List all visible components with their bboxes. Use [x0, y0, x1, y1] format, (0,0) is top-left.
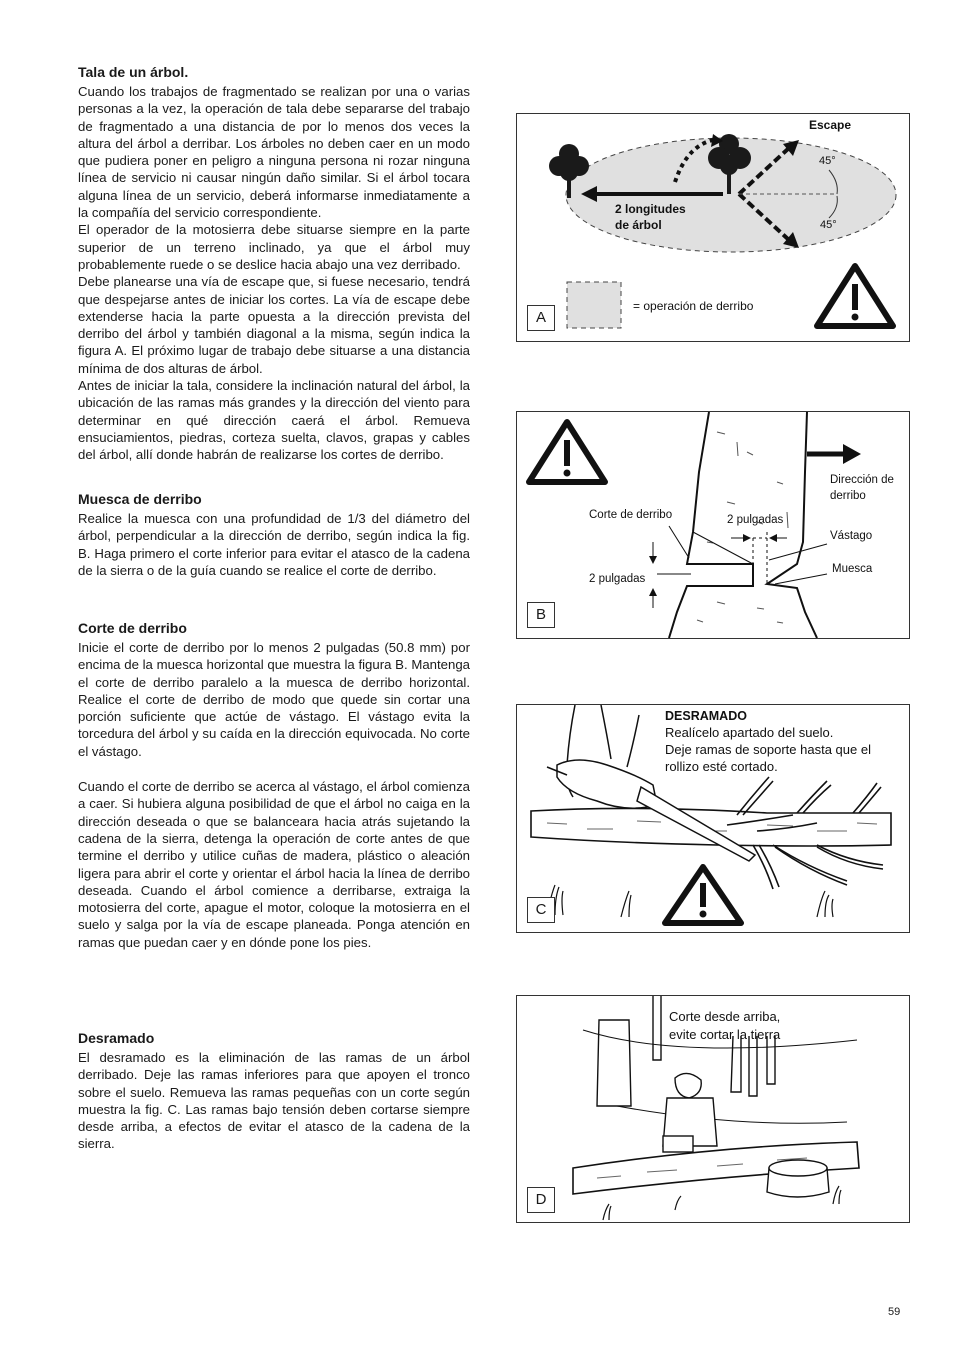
paragraph: Cuando los trabajos de fragmentado se realizan por una o varias personas a la vez, la operación de tala debe separarse del trabajo de fragmentado a una distancia de por lo menos dos veces la altura del árbol a derribar. Los árboles no deben caer en un modo que pudiera poner en peligro a ninguna persona ni rozar ninguna línea de servicio ni causar ningún daño similar. Si el árbol tocara alguna línea de un servicio, deberá informarse inmediatamente a la compañía del servicio correspondiente. — [78, 84, 470, 221]
section-title-tala: Tala de un árbol. — [78, 64, 189, 80]
hinge-label: Vástago — [830, 530, 873, 542]
section-title-corte: Corte de derribo — [78, 620, 187, 636]
distance-label: de árbol — [615, 218, 662, 232]
paragraph: Cuando el corte de derribo se acerca al vástago, el árbol comienza a caer. Si hubiera alguna posibilidad de que el árbol no caiga en la dirección deseada o que se balanceara hacia atrás sujetando la cadena de la sierra, detenga la operación de corte antes de que termine el derribo y utilice cuñas de madera, plástico o aleación ligera para abrir el corte y orientar el árbol hacia la línea de derribo deseada. Cuando el árbol comience a derribarse, extraiga la motosierra del corte, apague el motor, coloque la motosierra en el suelo y salga por la vía de escape planeada. Ponga atención en ramas que puedan caer y en dónde pone los pies. — [78, 779, 470, 950]
figure-d — [516, 995, 910, 1223]
figure-c — [516, 704, 910, 933]
section-tala — [78, 64, 470, 464]
figure-letter: A — [527, 305, 555, 331]
page-number: 59 — [888, 1306, 901, 1318]
figure-b — [516, 411, 910, 639]
escape-label: Escape — [809, 118, 852, 132]
limbing-heading: DESRAMADO — [665, 709, 747, 723]
section-corte — [78, 620, 470, 951]
angle-label: 45° — [820, 219, 837, 231]
figure-letter: B — [527, 602, 555, 628]
figure-letter: C — [527, 897, 555, 923]
section-muesca — [78, 491, 470, 579]
paragraph: Inicie el corte de derribo por lo menos 2 pulgadas (50.8 mm) por encima de la muesca horizontal que muestra la figura B. Mantenga el corte de derribo paralelo a la muesca de derribo horizontal. Realice el corte de derribo de modo que quede sin cortar una porción suficiente que actúe de vástago. El vástago evita la torcedura del árbol y su caída en la dirección equivocada. No corte el vástago. — [78, 640, 470, 759]
section-desramado — [78, 1030, 470, 1153]
limbing-line: Realícelo apartado del suelo. — [665, 725, 834, 740]
warning-icon — [817, 266, 893, 326]
limbing-line: rollizo esté cortado. — [665, 759, 778, 774]
figure-a — [516, 113, 910, 342]
paragraph: Antes de iniciar la tala, considere la inclinación natural del árbol, la ubicación de las ramas más grandes y la dirección del viento para determinar en qué dirección caerá el árbol. Remueva ensuciamientos, piedras, corteza suelta, clavos, grapas y cables del árbol, allí donde habrán de realizarse los cortes de derribo. — [78, 378, 470, 463]
figure-letter: D — [527, 1187, 555, 1213]
legend-label: = operación de derribo — [633, 299, 754, 313]
felling-cut-label: Corte de derribo — [589, 509, 673, 521]
paragraph: Debe planearse una vía de escape que, si fuese necesario, tendrá que despejarse antes de iniciar los cortes. La vía de escape debe extenderse hacia la parte opuesta a la dirección prevista del derribo del árbol y también diagonal a la misma, según indica la figura A. El próximo lugar de trabajo debe situarse a una distancia mínima de dos alturas de árbol. — [78, 274, 470, 376]
direction-label: Dirección de — [830, 474, 894, 486]
inches-label: 2 pulgadas — [589, 573, 646, 585]
paragraph: El desramado es la eliminación de las ramas de un árbol derribado. Deje las ramas inferiores para que apoyen el tronco sobre el suelo. Remueva las ramas pequeñas con un corte según muestra la fig. C. Las ramas bajo tensión deben cortarse siempre desde arriba, a efectos de evitar el atasco de la cadena de la sierra. — [78, 1050, 470, 1152]
angle-label: 45° — [819, 155, 836, 167]
notch-label: Muesca — [832, 563, 873, 575]
warning-icon — [529, 422, 605, 482]
inches-label: 2 pulgadas — [727, 514, 784, 526]
paragraph: El operador de la motosierra debe situarse siempre en la parte superior de un terreno inclinado, ya que el árbol muy probablemente ruede o se deslice hacia abajo una vez derribado. — [78, 222, 470, 272]
distance-label: 2 longitudes — [615, 202, 686, 216]
warning-icon — [665, 867, 741, 923]
paragraph: Realice la muesca con una profundidad de 1/3 del diámetro del árbol, perpendicular a la dirección de derribo, según indica la fig. B. Haga primero el corte inferior para evitar el atasco de la cadena de la sierra o de la guía cuando se realice el corte de derribo. — [78, 511, 470, 578]
instruction-line: evite cortar la tierra — [669, 1027, 781, 1042]
instruction-line: Corte desde arriba, — [669, 1009, 781, 1024]
section-title-muesca: Muesca de derribo — [78, 491, 202, 507]
section-title-desramado: Desramado — [78, 1030, 155, 1046]
limbing-line: Deje ramas de soporte hasta que el — [665, 742, 871, 757]
direction-label: derribo — [830, 490, 866, 502]
felling-notch-illustration — [517, 412, 909, 638]
